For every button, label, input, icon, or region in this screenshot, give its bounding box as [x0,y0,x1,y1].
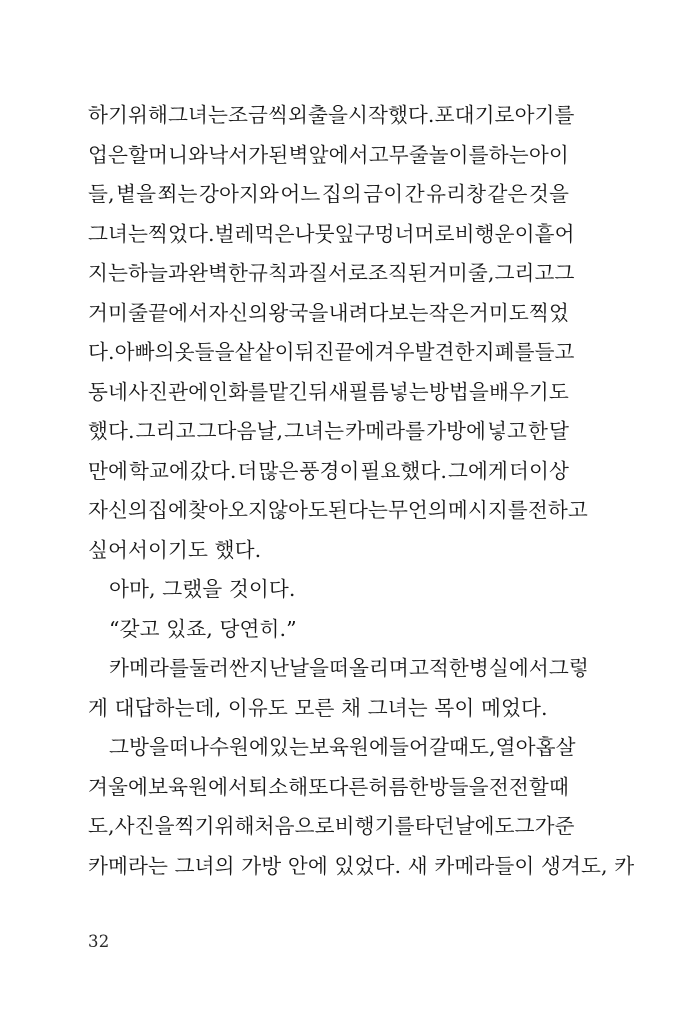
text-word: 맡긴 [268,379,309,404]
text-word: 아이 [528,142,569,167]
text-word: 있는 [268,735,309,759]
text-word: 겨울에 [88,774,148,799]
text-line: 카메라는 그녀의 가방 안에 있었다. 새 카메라들이 생겨도, 카 [88,853,635,878]
text-word: 도, [88,814,115,838]
text-word: 아기를 [514,103,575,127]
text-word: 지난날을 [248,656,329,680]
text-word: 지폐를 [474,340,535,364]
text-word: 보육원에서 [148,774,249,799]
text-word: 새 [328,379,349,404]
text-word: 그녀는 [88,221,148,246]
text-word: 벌레 [214,221,255,246]
text-word: 전전할 [488,774,549,799]
text-word: 들어갈 [388,735,449,759]
text-word: 또다른 [308,774,369,799]
text-word: 했다. [88,419,135,443]
text-word: 유리창 [426,182,487,206]
text-word: 포대기로 [434,103,515,127]
text-word: 그에게 [448,458,508,483]
text-word: 배우기도 [488,379,569,404]
text-word: 겨우 [374,340,415,364]
text-word: 타던 [414,814,455,838]
text-line [109,728,576,768]
text-word: 나뭇잎 [294,221,355,246]
text-word: 풍경이 [299,458,360,483]
text-word: 넣는 [388,379,429,404]
body-text [88,96,635,886]
text-word: 작은 [428,300,469,325]
text-word: 찍었 [528,300,569,325]
text-word: 한 [527,419,548,443]
text-word: 규칙과 [247,261,308,285]
text-word: 사진을 [114,814,175,838]
text-line [109,649,589,689]
text-line: 싶어서이기도 했다. [88,537,262,562]
text-word: 그 [554,261,575,285]
text-word: 고무줄놀이를 [368,142,489,167]
text-word: 퇴소해 [248,774,309,799]
text-line [88,807,575,847]
text-word: 때 [548,774,569,799]
text-line: 아마, 그랬을 것이다. [109,577,296,601]
text-word: 시작했다. [347,103,435,127]
text-word: 수원에 [209,735,269,759]
text-word: 카메라를 [345,419,426,443]
text-line [88,333,575,373]
text-word: 뒤진 [294,340,335,364]
text-word: 업은 [88,142,128,167]
text-word: 고적한 [408,656,469,680]
text-word: 방들을 [428,774,489,799]
text-word: 하기 [88,103,128,127]
text-line [88,136,569,176]
text-word: 너머로 [394,221,455,246]
text-word: 위해 [214,814,255,838]
text-word: 않아도 [267,498,328,522]
text-line [88,452,569,492]
text-word: 동네 [88,379,128,404]
text-word: 그리고 [494,261,555,285]
text-word: 준 [554,814,575,838]
text-word: 볕을 [116,182,157,206]
text-word: 할머니와 [128,142,209,167]
text-word: 아빠의 [114,340,175,364]
text-word: 하는 [488,142,529,167]
text-word: 사진관에 [128,379,209,404]
text-word: 들, [88,182,115,206]
text-word: 벽 [288,142,309,167]
text-word: 질서로 [307,261,368,285]
text-word: 것을 [528,182,569,206]
text-word: 내려다보는 [328,300,429,325]
text-word: 왕국을 [268,300,329,325]
text-word: 들고 [534,340,575,364]
text-word: 발견한 [414,340,475,364]
text-word: 전하고 [527,498,588,522]
text-word: 집의 [321,182,362,206]
text-word: 열아홉 [495,735,556,759]
text-word: 흩어 [534,221,575,246]
text-word: 떠나 [169,735,209,759]
text-word: 방을 [129,735,169,759]
text-word: 갔다. [189,458,237,483]
text-word: 찾아오지 [187,498,268,522]
text-word: 많은 [258,458,299,483]
text-word: 필름 [348,379,389,404]
text-word: 같은 [487,182,528,206]
text-word: 병실에서 [468,656,549,680]
text-word: 만에 [88,458,128,483]
text-word: 샅샅이 [234,340,295,364]
text-word: 둘러싼 [188,656,249,680]
text-line [88,768,569,808]
text-word: 찍었다. [147,221,215,246]
text-line [88,175,569,215]
text-word: 떠올리며 [328,656,409,680]
text-word: 끝에 [334,340,375,364]
text-word: 그가 [514,814,555,838]
text-word: 비행운이 [454,221,535,246]
text-word: 끝에서 [148,300,209,325]
text-word: 그리고 [135,419,196,443]
text-line [88,254,575,294]
text-word: 낙서가 [208,142,269,167]
text-word: 넣고 [487,419,528,443]
text-word: 그 [109,735,129,759]
text-word: 하늘과 [128,261,188,285]
text-word: 허름한 [368,774,429,799]
text-word: 가방에 [426,419,487,443]
text-word: 지는 [88,261,128,285]
text-word: 완벽한 [187,261,248,285]
text-word: 메시지를 [447,498,528,522]
text-word: 그다음날, [196,419,284,443]
text-word: 카메라를 [109,656,189,680]
text-word: 처음으로 [254,814,335,838]
text-line [88,215,575,255]
text-word: 금이 [363,182,404,206]
text-line [88,96,575,136]
text-word: 거미줄 [88,300,148,325]
text-line [88,412,569,452]
text-word: 위해 [128,103,168,127]
text-word: 어느 [280,182,321,206]
text-word: 된다는 [327,498,388,522]
text-word: 학교에 [128,458,189,483]
text-word: 조직된 [367,261,428,285]
text-word: 거미줄, [427,261,495,285]
text-word: 방법을 [428,379,489,404]
text-word: 다. [88,340,115,364]
text-word: 인화를 [208,379,269,404]
text-word: 때도, [448,735,496,759]
text-word: 강아지와 [198,182,279,206]
text-line [88,491,588,531]
text-word: 뒤 [308,379,329,404]
text-line [88,373,569,413]
text-word: 그렇 [548,656,589,680]
text-word: 무언의 [387,498,448,522]
text-word: 더 [237,458,258,483]
text-word: 자신의 [208,300,269,325]
text-word: 날에도 [454,814,515,838]
text-word: 달 [548,419,569,443]
text-word: 보육원에 [308,735,389,759]
text-word: 외출을 [287,103,348,127]
text-word: 더이상 [508,458,569,483]
text-word: 필요했다. [360,458,448,483]
text-word: 앞에서 [308,142,369,167]
text-word: 찍기 [174,814,215,838]
text-word: 자신의 [88,498,148,522]
text-line: “갖고 있죠, 당연히.” [109,616,297,641]
text-line [88,294,569,334]
text-word: 간 [404,182,425,206]
text-word: 쬐는 [157,182,198,206]
page-number: 32 [88,932,110,951]
text-word: 살 [555,735,576,759]
text-word: 조금씩 [227,103,288,127]
text-word: 먹은 [254,221,295,246]
text-word: 집에 [147,498,188,522]
text-word: 거미도 [468,300,529,325]
text-word: 구멍 [354,221,395,246]
text-word: 된 [268,142,289,167]
text-word: 비행기를 [334,814,415,838]
text-word: 그녀는 [284,419,345,443]
text-word: 옷들을 [174,340,235,364]
text-line: 게 대답하는데, 이유도 모른 채 그녀는 목이 메었다. [88,695,548,720]
text-word: 그녀는 [168,103,228,127]
